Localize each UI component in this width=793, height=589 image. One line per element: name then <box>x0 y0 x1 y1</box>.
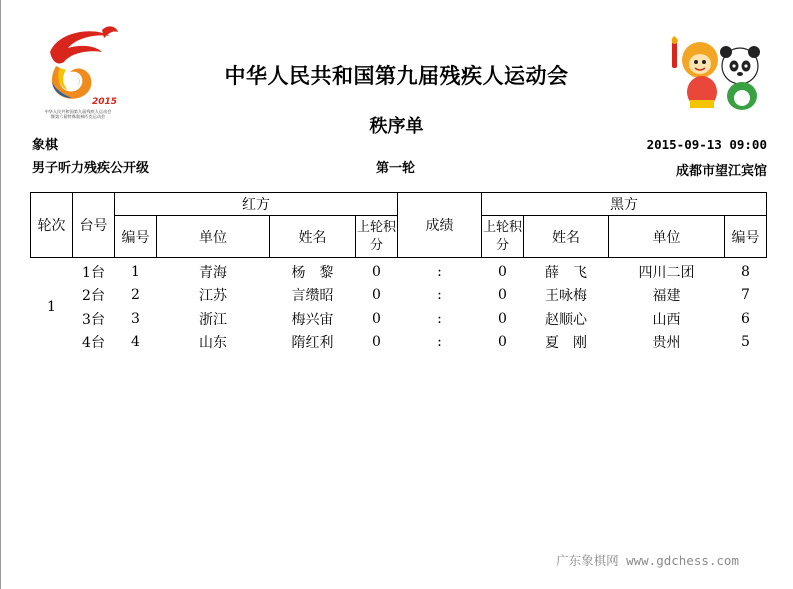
board-cell: 4台 <box>82 335 105 352</box>
header-black-side: 黑方 <box>482 193 767 216</box>
red-number-cell: 4 <box>131 334 140 351</box>
black-points-cell: 0 <box>498 310 507 327</box>
black-number-cell: 5 <box>741 334 750 351</box>
red-unit-cell: 浙江 <box>199 311 227 328</box>
header-black-unit: 单位 <box>609 216 725 258</box>
match-datetime: 2015-09-13 09:00 <box>646 137 767 152</box>
red-points-cell: 0 <box>372 310 381 327</box>
table-header-row-1 <box>31 193 767 216</box>
pairing-table <box>30 192 767 354</box>
red-number-cell: 2 <box>131 287 140 304</box>
table-row <box>31 307 767 331</box>
black-unit-cell: 贵州 <box>652 335 681 352</box>
black-unit-cell: 四川二团 <box>638 264 695 281</box>
red-unit-cell: 青海 <box>199 264 227 281</box>
header-red-side: 红方 <box>115 193 398 216</box>
emblem-flame-tip <box>102 26 118 38</box>
black-name-cell: 王咏梅 <box>545 288 587 305</box>
red-points-cell: 0 <box>372 334 381 351</box>
black-points-cell: 0 <box>498 263 507 280</box>
black-name-cell: 薛 飞 <box>545 264 587 281</box>
red-points-cell: 0 <box>372 287 381 304</box>
header-board: 台号 <box>73 193 115 258</box>
board-cell: 3台 <box>82 311 105 328</box>
red-number-cell: 3 <box>131 310 140 327</box>
header-result: 成绩 <box>398 193 482 258</box>
red-points-cell: 0 <box>372 263 381 280</box>
red-name-cell: 杨 黎 <box>291 264 334 281</box>
header-red-unit: 单位 <box>157 216 270 258</box>
result-cell: : <box>437 310 442 327</box>
watermark-text: 广东象棋网 www.gdchess.com <box>556 553 739 568</box>
black-unit-cell: 福建 <box>652 288 681 305</box>
table-row <box>31 284 767 308</box>
black-name-cell: 夏 刚 <box>545 335 587 352</box>
header-round: 轮次 <box>31 193 73 258</box>
result-cell: : <box>437 263 442 280</box>
event-name: 象棋 <box>32 138 59 153</box>
black-number-cell: 6 <box>741 310 750 327</box>
red-name-cell: 隋红利 <box>291 335 334 352</box>
header-red-name: 姓名 <box>270 216 356 258</box>
round-number-cell: 1 <box>47 299 56 315</box>
board-cell: 2台 <box>82 288 105 305</box>
round-label: 第一轮 <box>376 161 416 176</box>
result-cell: : <box>437 334 442 351</box>
emblem-caption-2: 暨第六届特殊奥林匹克运动会 <box>50 114 106 119</box>
header-black-name: 姓名 <box>524 216 609 258</box>
header-red-prev-points: 上轮积分 <box>356 216 398 258</box>
red-unit-cell: 江苏 <box>199 288 227 305</box>
header-black-number: 编号 <box>725 216 767 258</box>
venue-name: 成都市望江宾馆 <box>675 164 767 179</box>
red-number-cell: 1 <box>131 263 140 280</box>
header-red-number: 编号 <box>115 216 157 258</box>
black-points-cell: 0 <box>498 287 507 304</box>
black-name-cell: 赵顺心 <box>545 311 587 328</box>
red-name-cell: 梅兴宙 <box>291 311 334 328</box>
mascot-torch-flame <box>672 36 678 44</box>
board-cell: 1台 <box>82 264 105 281</box>
emblem-red-swoosh <box>50 31 110 63</box>
header-black-prev-points: 上轮积分 <box>482 216 524 258</box>
emblem-year: 2015 <box>92 97 118 107</box>
black-points-cell: 0 <box>498 334 507 351</box>
result-cell: : <box>437 287 442 304</box>
red-unit-cell: 山东 <box>199 335 227 352</box>
page-subtitle: 秩序单 <box>369 116 424 137</box>
black-number-cell: 8 <box>741 263 750 280</box>
black-number-cell: 7 <box>741 287 750 304</box>
page-title: 中华人民共和国第九届残疾人运动会 <box>224 64 569 88</box>
emblem-caption-1: 中华人民共和国第九届残疾人运动会 <box>44 109 112 114</box>
red-name-cell: 言缵昭 <box>291 288 334 305</box>
black-unit-cell: 山西 <box>652 311 681 328</box>
event-category: 男子听力残疾公开级 <box>32 161 150 176</box>
table-row <box>31 258 767 284</box>
table-row <box>31 331 767 355</box>
